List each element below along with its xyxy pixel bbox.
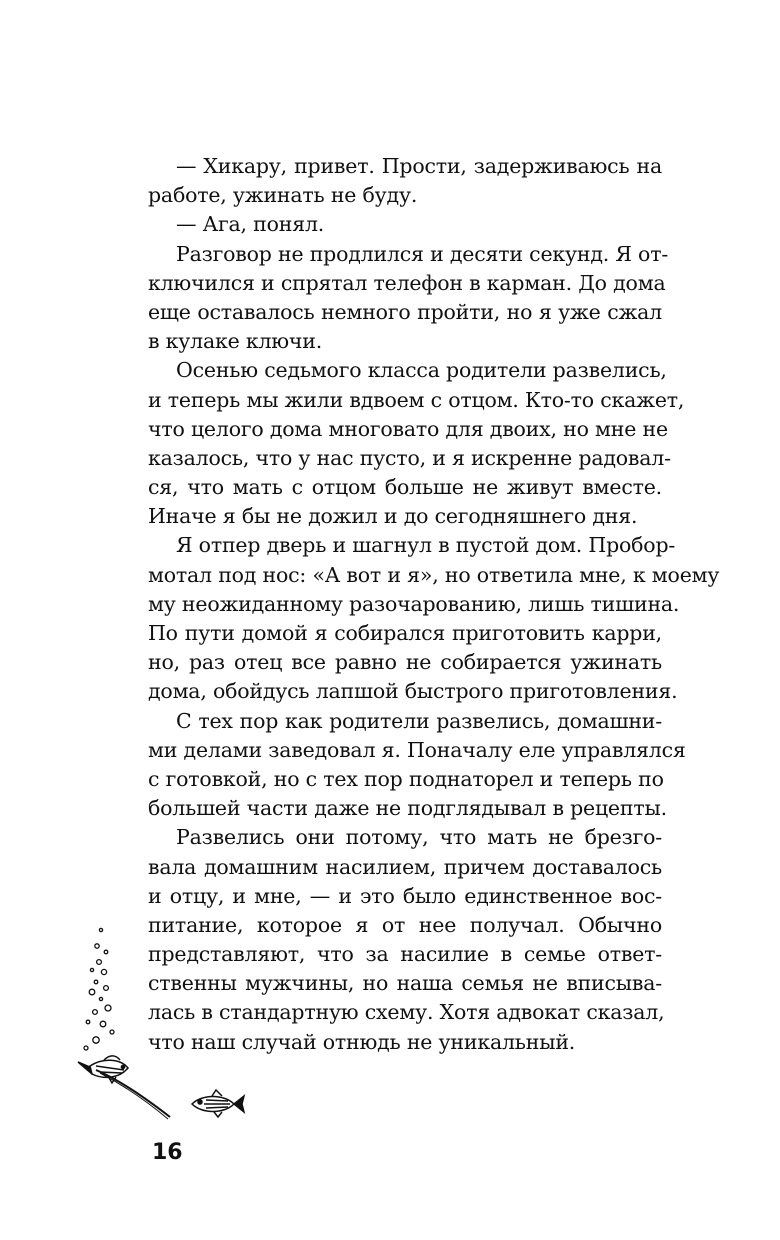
text-line: ключился и спрятал телефон в карман. До дома (148, 270, 666, 295)
text-line: му неожиданному разочарованию, лишь тишина. (148, 591, 680, 616)
text-line: Развелись они потому, что мать не брезго- (176, 825, 662, 850)
text-line: с готовкой, но с тех пор поднаторел и теперь по (148, 766, 664, 791)
fish-icon (192, 1090, 244, 1117)
text-line: и теперь мы жили вдвоем с отцом. Кто-то скажет, (148, 387, 685, 412)
text-line: и отцу, и мне, — и это было единственное вос- (148, 883, 662, 908)
text-line: представляют, что за насилие в семье ответ- (148, 942, 662, 967)
text-line: Осенью седьмого класса родители развелись, (176, 358, 667, 383)
text-line: Иначе я бы не дожил и до сегодняшнего дня. (148, 504, 638, 529)
text-line: По пути домой я собирался приготовить карри, (148, 621, 662, 645)
text-line: — Хикару, привет. Прости, задерживаюсь на (176, 154, 662, 178)
text-line: ся, что мать с отцом больше не живут вместе. (148, 475, 662, 500)
text-line: в кулаке ключи. (148, 329, 323, 354)
text-line: мотал под нос: «А вот и я», но ответила мне, к моему (148, 562, 720, 587)
text-line: еще оставалось немного пройти, но я уже сжал (148, 299, 662, 324)
text-line: ми делами заведовал я. Поначалу еле управлялся (148, 737, 686, 762)
text-line: ственны мужчины, но наша семья не вписыва- (148, 971, 662, 996)
body-text (148, 152, 720, 1057)
text-line: вала домашним насилием, причем доставалось (148, 854, 662, 879)
text-line: большей части даже не подглядывал в рецепты. (148, 796, 667, 821)
text-line: работе, ужинать не буду. (148, 183, 418, 208)
text-line: дома, обойдусь лапшой быстрого приготовления. (148, 679, 678, 704)
text-line: Я отпер дверь и шагнул в пустой дом. Пробор- (176, 533, 676, 558)
text-line: казалось, что у нас пусто, и я искренне радовал- (148, 445, 671, 470)
text-line: что целого дома многовато для двоих, но мне не (148, 416, 668, 441)
page-number: 16 (152, 1140, 183, 1165)
text-line: питание, которое я от нее получал. Обычно (148, 912, 662, 937)
text-line: — Ага, понял. (176, 212, 325, 237)
bubbles-icon (84, 928, 114, 1050)
text-line: Разговор не продлился и десяти секунд. Я от- (176, 241, 669, 266)
text-line: что наш случай отнюдь не уникальный. (148, 1029, 576, 1054)
text-line: но, раз отец все равно не собирается ужинать (148, 650, 662, 675)
text-line: лась в стандартную схему. Хотя адвокат сказал, (148, 1000, 665, 1025)
text-line: С тех пор как родители развелись, домашни- (176, 708, 662, 733)
fish-icon (78, 1056, 170, 1119)
